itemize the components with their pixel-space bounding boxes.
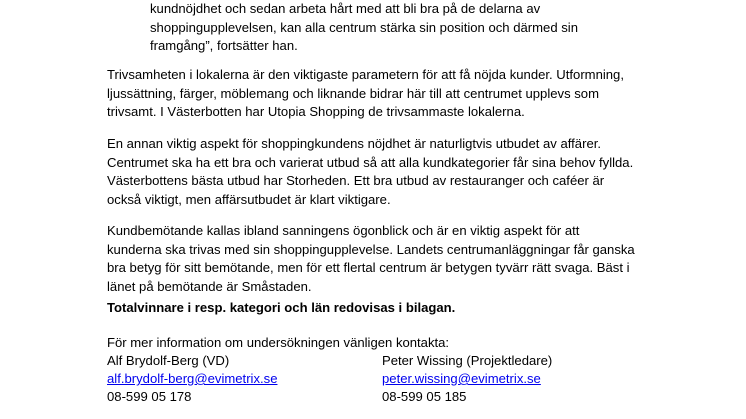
bold-line: Totalvinnare i resp. kategori och län redovisas i bilagan. [107,300,456,315]
contact-intro-line: För mer information om undersökningen vänligen kontakta: [107,335,450,350]
paragraph-line: länet på bemötande är Småstaden. [107,278,312,294]
paragraph-utbud [107,135,667,209]
paragraph-bemotande [107,222,667,296]
totalvinnare-note [107,299,667,318]
contact-alf [107,352,277,406]
contact-email-link[interactable]: alf.brydolf-berg@evimetrix.se [107,371,278,386]
paragraph-line: också viktigt, men affärsutbudet är klart viktigare. [107,191,391,207]
quote-line: shoppingupplevelsen, kan alla centrum stärka sin position och därmed sin [150,19,578,35]
paragraph-line: kunderna ska trivas med sin shoppingupplevelse. Landets centrumanläggningar får ganska [107,241,635,257]
paragraph-line: bra betyg för sitt bemötande, men för ett flertal centrum är betygen tyvärr rätt svaga. Bäst i [107,260,630,276]
contact-phone: 08-599 05 185 [382,389,467,404]
quote-line: kundnöjdhet och sedan arbeta hårt med att bli bra på de delarna av [150,1,541,16]
paragraph-line: En annan viktig aspekt för shoppingkundens nöjdhet är naturligtvis utbudet av affärer. [107,136,602,151]
contact-name: Alf Brydolf-Berg (VD) [107,353,230,368]
paragraph-line: Västerbottens bästa utbud har Storheden. Ett bra utbud av restauranger och caféer är [107,173,605,189]
contact-phone: 08-599 05 178 [107,389,192,404]
paragraph-line: Kundbemötande kallas ibland sanningens ögonblick och är en viktig aspekt för att [107,223,580,238]
quote-line: framgång”, fortsätter han. [150,38,298,54]
paragraph-line: Centrumet ska ha ett bra och varierat utbud så att alla kundkategorier får sina behov fyllda. [107,154,634,170]
paragraph-line: trivsamt. I Västerbotten har Utopia Shopping de trivsammaste lokalerna. [107,104,525,120]
paragraph-trivsamhet [107,66,667,122]
paragraph-line: Trivsamheten i lokalerna är den viktigaste parametern för att få nöjda kunder. Utformning, [107,67,624,82]
quote-paragraph [150,0,650,56]
contact-intro [107,334,667,353]
contact-name: Peter Wissing (Projektledare) [382,353,553,368]
paragraph-line: ljussättning, färger, möblemang och liknande bidrar här till att centrumet upplevs som [107,85,599,101]
contact-peter [382,352,552,406]
contact-email-link[interactable]: peter.wissing@evimetrix.se [382,371,541,386]
